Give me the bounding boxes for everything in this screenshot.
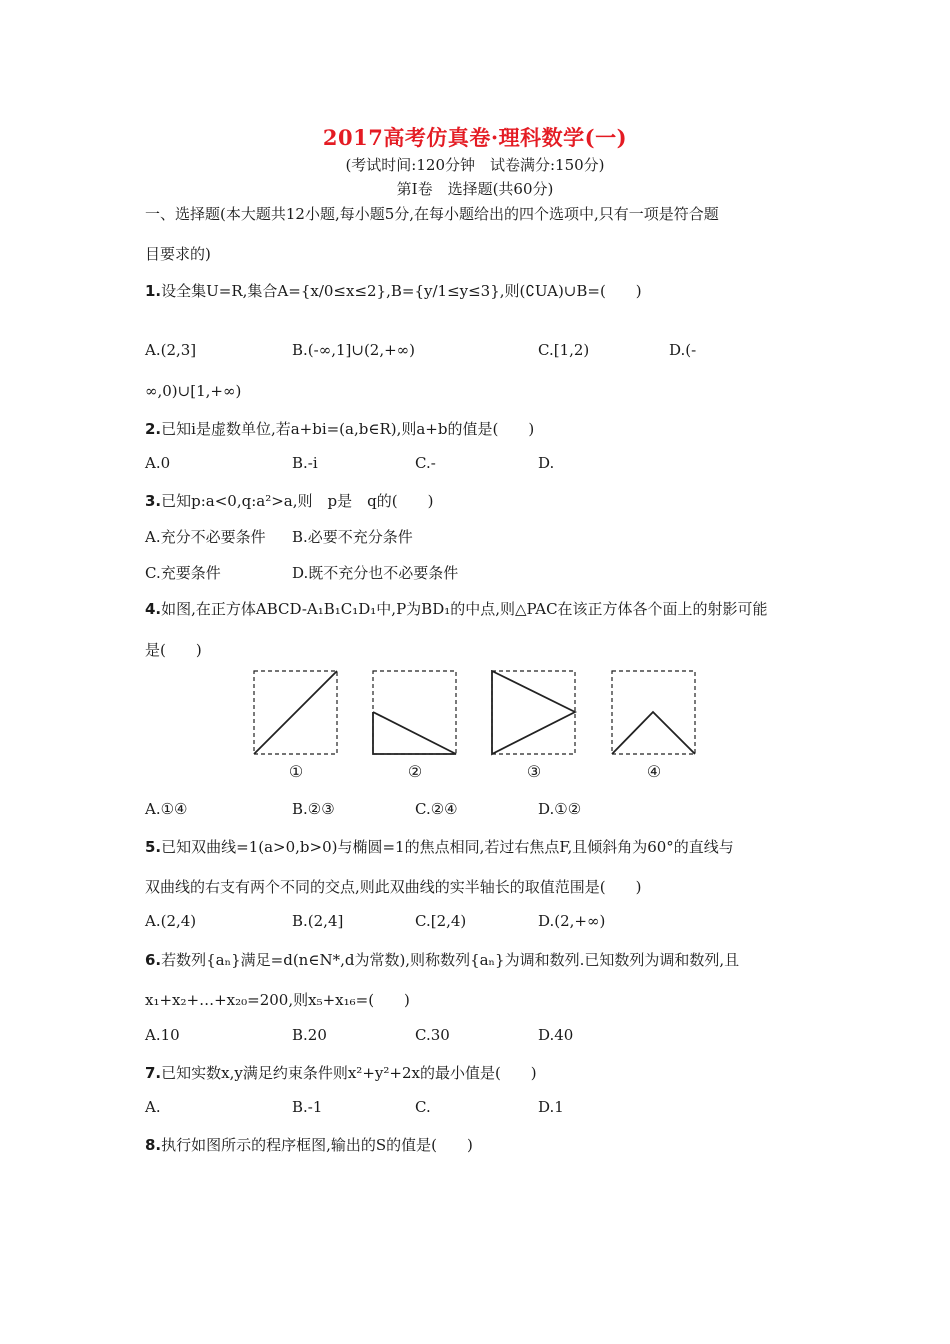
question-4-cont: 是( ) [145, 641, 202, 659]
projection-figure-2 [372, 670, 458, 756]
question-number: 5. [145, 838, 162, 856]
projection-figure-4 [611, 670, 697, 756]
page-title: 2017高考仿真卷·理科数学(一) [322, 125, 628, 150]
question-5 [145, 836, 734, 857]
q7-option-b[interactable]: B.-1 [292, 1098, 323, 1116]
figure-label-3: ③ [526, 762, 542, 781]
q2-option-b[interactable]: B.-i [292, 454, 318, 472]
figure-label-1: ① [288, 762, 304, 781]
q1-option-a[interactable]: A.(2,3] [145, 341, 197, 359]
q6-option-d[interactable]: D.40 [538, 1026, 574, 1044]
part-title: 第Ⅰ卷 选择题(共60分) [396, 180, 554, 198]
q2-option-d[interactable]: D. [538, 454, 555, 472]
question-stem: 已知双曲线=1(a>0,b>0)与椭圆=1的焦点相同,若过右焦点F,且倾斜角为60°的直线与 [161, 838, 734, 856]
q2-option-a[interactable]: A.0 [145, 454, 171, 472]
q3-option-d[interactable]: D.既不充分也不必要条件 [292, 564, 459, 582]
q3-option-a[interactable]: A.充分不必要条件 [145, 528, 266, 546]
q5-option-a[interactable]: A.(2,4) [145, 912, 197, 930]
question-number: 8. [145, 1136, 162, 1154]
q3-option-b[interactable]: B.必要不充分条件 [292, 528, 413, 546]
q2-option-c[interactable]: C.- [415, 454, 436, 472]
question-2 [145, 418, 534, 439]
question-stem: 已知p:a<0,q:a²>a,则 p是 q的( ) [161, 492, 434, 510]
figure-label-4: ④ [646, 762, 662, 781]
question-number: 3. [145, 492, 162, 510]
section-intro: 一、选择题(本大题共12小题,每小题5分,在每小题给出的四个选项中,只有一项是符合题 [145, 205, 719, 223]
q7-option-d[interactable]: D.1 [538, 1098, 564, 1116]
q1-option-b[interactable]: B.(-∞,1]∪(2,+∞) [292, 341, 416, 359]
section-intro-cont: 目要求的) [145, 245, 211, 263]
projection-figure-3 [491, 670, 577, 756]
question-stem: 已知i是虚数单位,若a+bi=(a,b∈R),则a+b的值是( ) [161, 420, 535, 438]
question-number: 2. [145, 420, 162, 438]
q7-option-a[interactable]: A. [145, 1098, 161, 1116]
q5-option-d[interactable]: D.(2,+∞) [538, 912, 606, 930]
exam-info: (考试时间:120分钟 试卷满分:150分) [345, 156, 605, 174]
q1-option-d[interactable]: D.(- [669, 341, 697, 359]
q1-option-c[interactable]: C.[1,2) [538, 341, 590, 359]
question-3 [145, 490, 433, 511]
question-stem: 若数列{aₙ}满足=d(n∈N*,d为常数),则称数列{aₙ}为调和数列.已知数列为调和数列,且 [161, 951, 740, 969]
question-5-cont: 双曲线的右支有两个不同的交点,则此双曲线的实半轴长的取值范围是( ) [145, 878, 642, 896]
q6-option-b[interactable]: B.20 [292, 1026, 327, 1044]
question-stem: 已知实数x,y满足约束条件则x²+y²+2x的最小值是( ) [161, 1064, 537, 1082]
q4-option-a[interactable]: A.①④ [145, 800, 188, 818]
question-stem: 如图,在正方体ABCD-A₁B₁C₁D₁中,P为BD₁的中点,则△PAC在该正方体各个面上的射影可能 [161, 600, 768, 618]
question-4 [145, 598, 768, 619]
q7-option-c[interactable]: C. [415, 1098, 431, 1116]
q3-option-c[interactable]: C.充要条件 [145, 564, 221, 582]
q5-option-c[interactable]: C.[2,4) [415, 912, 467, 930]
q6-option-a[interactable]: A.10 [145, 1026, 180, 1044]
question-stem: 执行如图所示的程序框图,输出的S的值是( ) [161, 1136, 473, 1154]
question-number: 1. [145, 282, 162, 300]
q4-option-b[interactable]: B.②③ [292, 800, 335, 818]
question-1 [145, 280, 642, 301]
question-number: 6. [145, 951, 162, 969]
question-number: 7. [145, 1064, 162, 1082]
q6-option-c[interactable]: C.30 [415, 1026, 450, 1044]
question-6 [145, 949, 739, 970]
q5-option-b[interactable]: B.(2,4] [292, 912, 344, 930]
q1-option-d-cont: ∞,0)∪[1,+∞) [145, 382, 242, 400]
figure-label-2: ② [407, 762, 423, 781]
question-7 [145, 1062, 537, 1083]
q4-option-d[interactable]: D.①② [538, 800, 582, 818]
question-stem: 设全集U=R,集合A={x/0≤x≤2},B={y/1≤y≤3},则(∁UA)∪B=( ) [161, 282, 642, 300]
question-6-cont: x₁+x₂+…+x₂₀=200,则x₅+x₁₆=( ) [145, 991, 410, 1009]
question-number: 4. [145, 600, 162, 618]
projection-figure-1 [253, 670, 339, 756]
question-8 [145, 1134, 473, 1155]
q4-option-c[interactable]: C.②④ [415, 800, 458, 818]
